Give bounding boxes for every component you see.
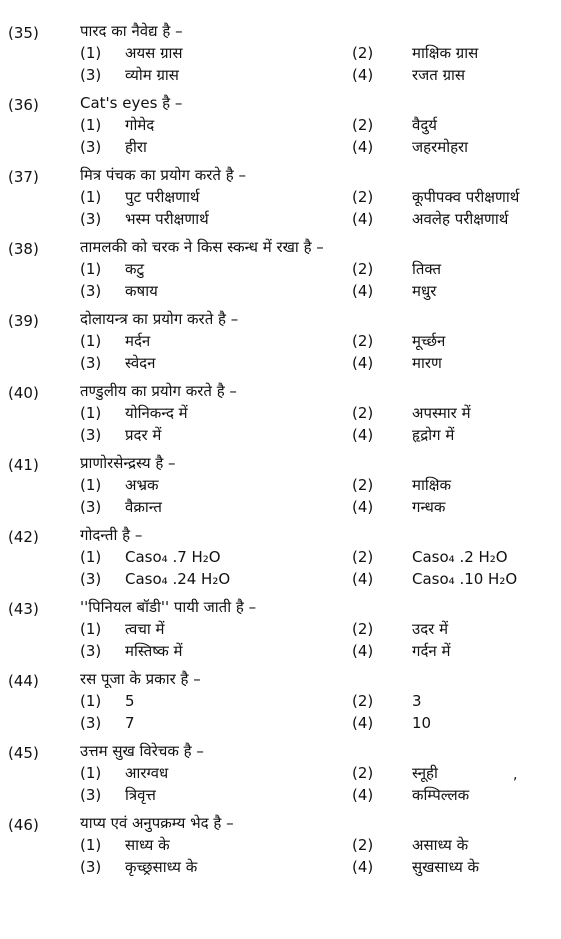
question-text: गोदन्ती है – [80,526,143,544]
option-number: (3) [80,426,102,444]
option-text: कषाय [125,282,158,300]
question-text: याप्य एवं अनुपक्रम्य भेद है – [80,814,234,832]
question-number: (37) [8,168,39,186]
option-number: (4) [352,642,374,660]
question-39 [0,308,561,378]
option-text: त्वचा में [125,620,165,638]
option-number: (3) [80,354,102,372]
question-number: (35) [8,24,39,42]
option-number: (1) [80,44,102,62]
option-text: Caso₄ .2 H₂O [412,548,508,566]
option-number: (2) [352,44,374,62]
question-number: (42) [8,528,39,546]
question-text: तामलकी को चरक ने किस स्कन्ध में रखा है – [80,238,324,256]
question-text: रस पूजा के प्रकार है – [80,670,201,688]
question-40 [0,380,561,450]
option-text: अभ्रक [125,476,159,494]
option-text: वैक्रान्त [125,498,162,516]
option-text: गर्दन में [412,642,451,660]
option-text: 3 [412,692,422,710]
option-number: (2) [352,620,374,638]
option-number: (3) [80,570,102,588]
option-number: (3) [80,786,102,804]
option-text: व्योम ग्रास [125,66,179,84]
option-text: साध्य के [125,836,170,854]
question-number: (38) [8,240,39,258]
question-44 [0,668,561,738]
option-text: 7 [125,714,135,732]
option-number: (1) [80,548,102,566]
option-text: हीरा [125,138,147,156]
option-text: असाध्य के [412,836,469,854]
question-text: तण्डुलीय का प्रयोग करते है – [80,382,237,400]
question-35 [0,20,561,90]
option-text: सुखसाध्य के [412,858,480,876]
option-number: (3) [80,138,102,156]
option-number: (2) [352,404,374,422]
option-number: (2) [352,116,374,134]
question-37 [0,164,561,234]
option-number: (1) [80,620,102,638]
option-text: अवलेह परीक्षणार्थ [412,210,509,228]
option-number: (4) [352,570,374,588]
question-41 [0,452,561,522]
option-text: मस्तिष्क में [125,642,183,660]
option-number: (2) [352,188,374,206]
option-text: कूपीपक्व परीक्षणार्थ [412,188,520,206]
question-text: पारद का नैवेद्य है – [80,22,183,40]
question-number: (36) [8,96,39,114]
question-42 [0,524,561,594]
option-number: (4) [352,210,374,228]
option-number: (1) [80,764,102,782]
option-number: (4) [352,714,374,732]
option-number: (1) [80,116,102,134]
option-text: हृद्रोग में [412,426,455,444]
option-text: भस्म परीक्षणार्थ [125,210,209,228]
option-text: मधुर [412,282,437,300]
option-text: गोमेद [125,116,155,134]
option-number: (3) [80,642,102,660]
option-number: (3) [80,858,102,876]
option-text: प्रदर में [125,426,162,444]
option-number: (1) [80,404,102,422]
question-45 [0,740,561,810]
option-number: (2) [352,332,374,350]
option-number: (3) [80,210,102,228]
option-number: (4) [352,858,374,876]
option-text: Caso₄ .10 H₂O [412,570,518,588]
option-number: (4) [352,354,374,372]
option-text: रजत ग्रास [412,66,466,84]
option-number: (1) [80,836,102,854]
question-number: (41) [8,456,39,474]
option-text: पुट परीक्षणार्थ [125,188,200,206]
option-number: (1) [80,476,102,494]
option-text: Caso₄ .7 H₂O [125,548,221,566]
option-text: स्वेदन [125,354,156,372]
option-text: गन्धक [412,498,446,516]
option-text: अपस्मार में [412,404,471,422]
option-number: (2) [352,476,374,494]
option-text: मूर्च्छन [412,332,446,350]
option-text: त्रिवृत्त [125,786,156,804]
option-number: (2) [352,548,374,566]
option-number: (4) [352,786,374,804]
option-number: (1) [80,332,102,350]
stray-mark: , [513,767,518,783]
option-text: वैदुर्य [412,116,438,134]
option-number: (3) [80,714,102,732]
option-text: योनिकन्द में [125,404,188,422]
option-number: (1) [80,692,102,710]
option-number: (2) [352,764,374,782]
question-number: (39) [8,312,39,330]
question-number: (46) [8,816,39,834]
option-text: मर्दन [125,332,151,350]
option-number: (3) [80,282,102,300]
option-number: (4) [352,282,374,300]
option-number: (4) [352,66,374,84]
question-text: उत्तम सुख विरेचक है – [80,742,204,760]
question-36 [0,92,561,162]
option-number: (4) [352,426,374,444]
option-text: मारण [412,354,442,372]
question-number: (43) [8,600,39,618]
option-text: Caso₄ .24 H₂O [125,570,231,588]
option-number: (2) [352,692,374,710]
option-text: माक्षिक [412,476,452,494]
option-number: (2) [352,836,374,854]
question-46 [0,812,561,882]
option-text: कम्पिल्लक [412,786,470,804]
question-number: (44) [8,672,39,690]
option-text: स्नूही [412,764,438,782]
option-text: माक्षिक ग्रास [412,44,479,62]
option-number: (4) [352,498,374,516]
option-text: जहरमोहरा [412,138,469,156]
option-number: (3) [80,66,102,84]
question-text: Cat's eyes है – [80,94,183,112]
option-text: कटु [125,260,145,278]
option-text: कृच्छ्रसाध्य के [125,858,198,876]
question-43 [0,596,561,666]
option-number: (4) [352,138,374,156]
option-number: (1) [80,188,102,206]
question-number: (40) [8,384,39,402]
option-text: 10 [412,714,432,732]
question-text: प्राणोरसेन्द्रस्य है – [80,454,176,472]
question-number: (45) [8,744,39,762]
option-text: तिक्त [412,260,442,278]
option-number: (1) [80,260,102,278]
question-38 [0,236,561,306]
option-number: (2) [352,260,374,278]
question-text: दोलायन्त्र का प्रयोग करते है – [80,310,239,328]
option-text: उदर में [412,620,449,638]
question-text: ''पिनियल बॉडी'' पायी जाती है – [80,598,257,616]
option-number: (3) [80,498,102,516]
option-text: अयस ग्रास [125,44,183,62]
option-text: 5 [125,692,135,710]
option-text: आरग्वध [125,764,169,782]
question-text: मित्र पंचक का प्रयोग करते है – [80,166,246,184]
